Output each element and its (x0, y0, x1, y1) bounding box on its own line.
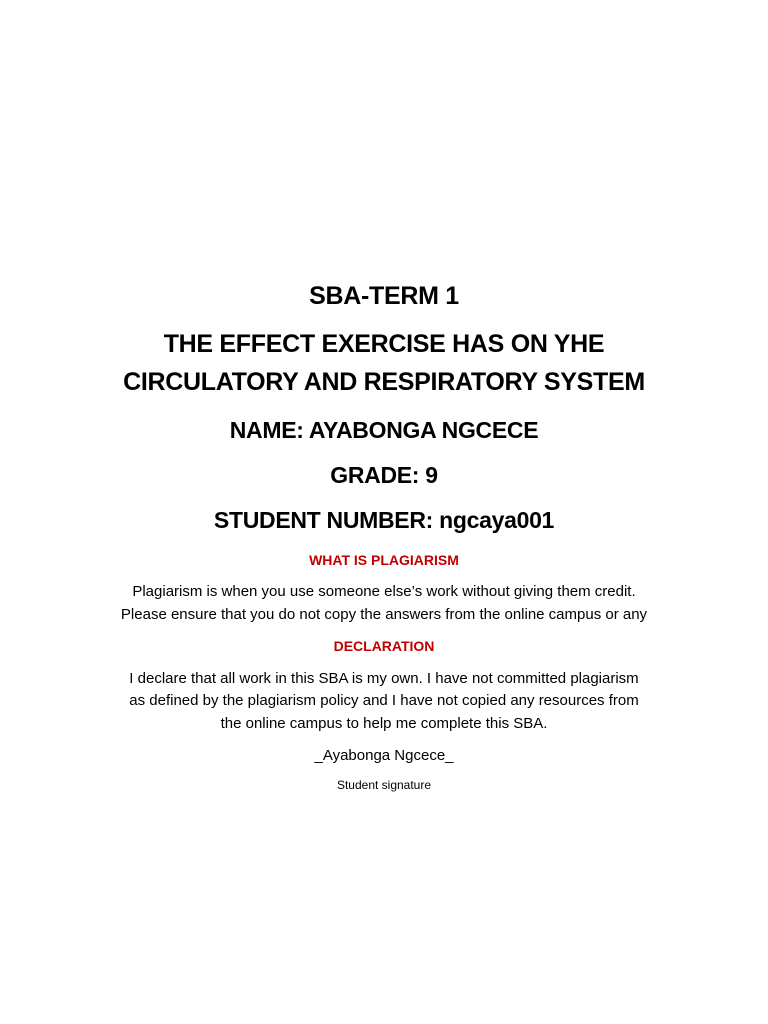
student-signature: _Ayabonga Ngcece_ (314, 747, 454, 764)
student-name: NAME: AYABONGA NGCECE (229, 417, 539, 443)
declaration-text-line-3: the online campus to help me complete this SBA. (220, 715, 548, 732)
declaration-heading: DECLARATION (333, 638, 435, 654)
declaration-text-line-1: I declare that all work in this SBA is my own. I have not committed plagiarism (129, 670, 639, 687)
student-grade: GRADE: 9 (330, 462, 438, 488)
student-number: STUDENT NUMBER: ngcaya001 (213, 507, 555, 533)
plagiarism-text-line-1: Plagiarism is when you use someone else’s work without giving them credit. (132, 583, 636, 600)
sba-term-title: SBA-TERM 1 (309, 282, 459, 310)
declaration-text-line-2: as defined by the plagiarism policy and I have not copied any resources from (129, 692, 639, 709)
topic-title-line-1: THE EFFECT EXERCISE HAS ON YHE (163, 330, 605, 358)
plagiarism-heading: WHAT IS PLAGIARISM (309, 552, 459, 568)
topic-title-line-2: CIRCULATORY AND RESPIRATORY SYSTEM (123, 368, 645, 396)
plagiarism-text-line-2: Please ensure that you do not copy the answers from the online campus or any (120, 606, 648, 623)
signature-caption: Student signature (336, 778, 432, 792)
